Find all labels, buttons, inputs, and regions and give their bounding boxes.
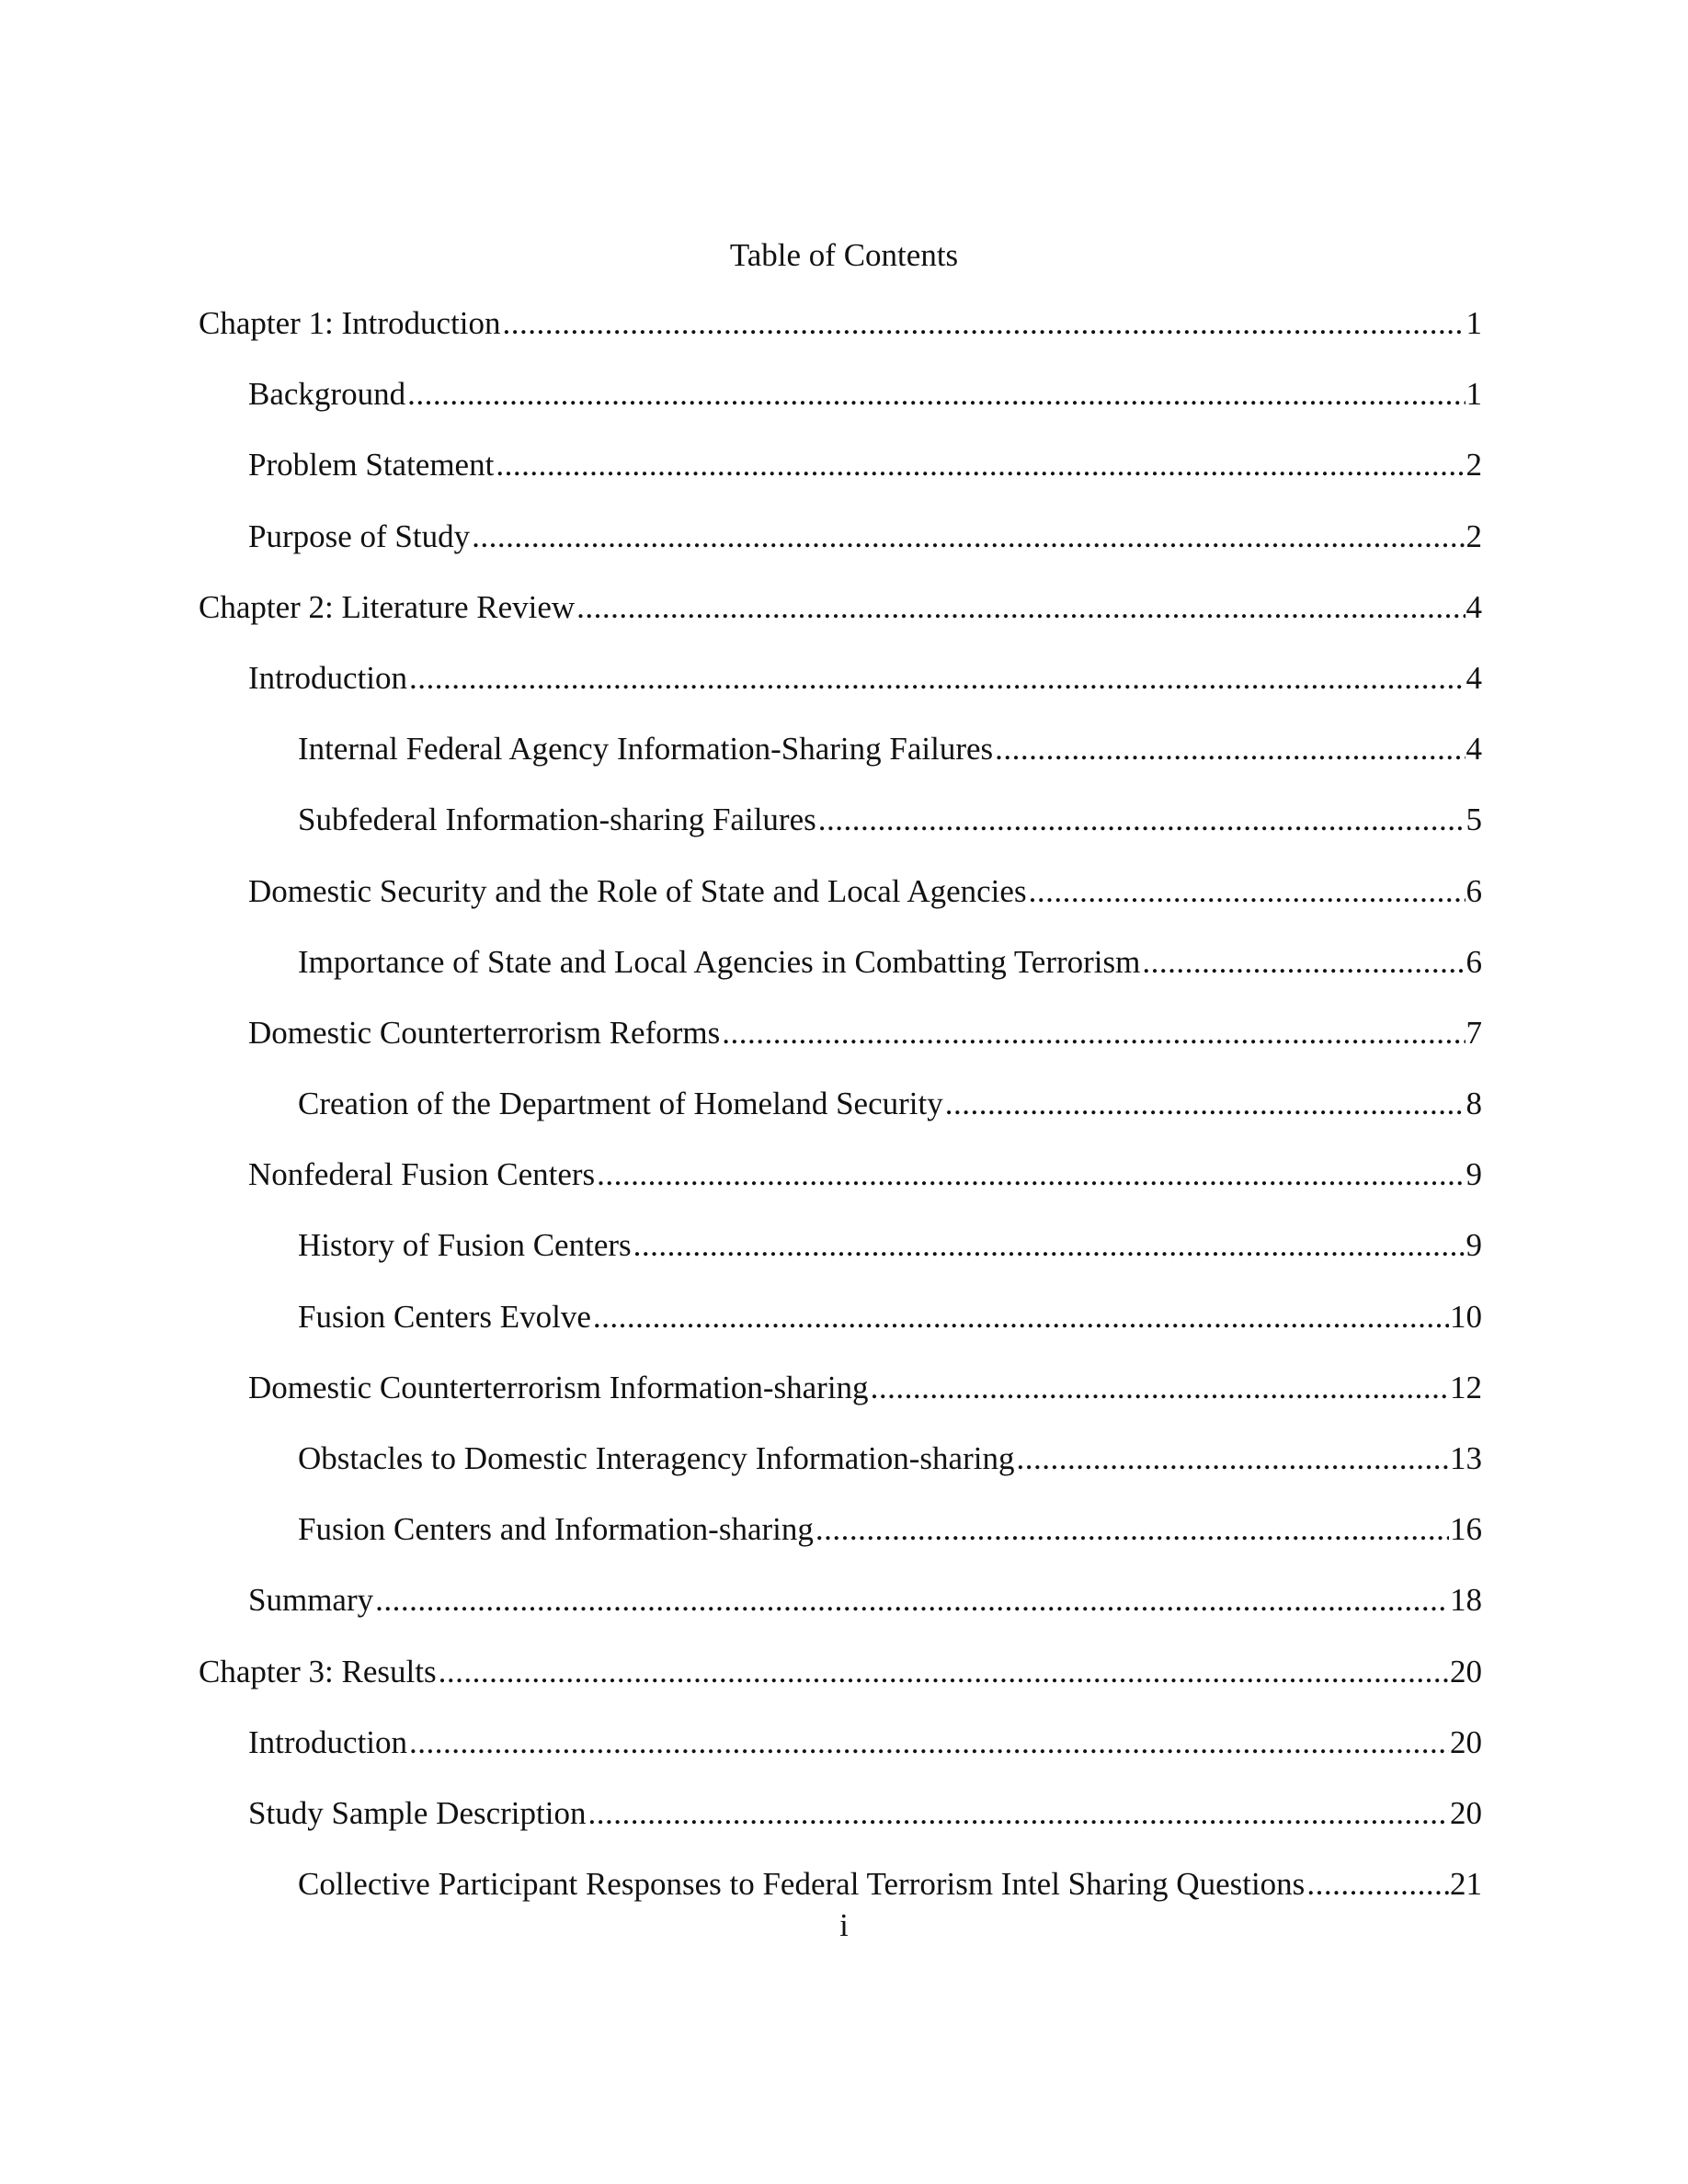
toc-entry[interactable]: [199, 939, 1482, 1010]
toc-entry-label: Nonfederal Fusion Centers: [248, 1156, 596, 1193]
toc-entry-page-number: 6: [1466, 872, 1482, 909]
toc-entry-label: Background: [248, 376, 406, 413]
toc-entry[interactable]: [199, 1365, 1482, 1436]
toc-entry-label: Internal Federal Agency Information-Sharing Failures: [298, 731, 994, 768]
toc-entry-page-number: 13: [1450, 1440, 1482, 1476]
toc-dot-leader: [409, 655, 1465, 701]
toc-entry-label: History of Fusion Centers: [298, 1227, 632, 1264]
toc-entry[interactable]: [199, 442, 1482, 513]
toc-entry[interactable]: [199, 1577, 1482, 1648]
toc-entry[interactable]: [199, 1010, 1482, 1081]
toc-dot-leader: [496, 442, 1465, 488]
toc-entry-label: Problem Statement: [248, 447, 495, 483]
toc-entry[interactable]: [199, 1294, 1482, 1365]
toc-entry[interactable]: [199, 1081, 1482, 1152]
toc-entry-page-number: 4: [1466, 659, 1482, 696]
toc-entry-label: Purpose of Study: [248, 518, 471, 554]
toc-entry-page-number: 1: [1466, 305, 1482, 341]
toc-entry-page-number: 6: [1466, 943, 1482, 980]
toc-entry[interactable]: [199, 1791, 1482, 1861]
toc-entry[interactable]: [199, 301, 1482, 371]
toc-dot-leader: [407, 371, 1465, 417]
toc-entry-label: Domestic Counterterrorism Reforms: [248, 1014, 721, 1051]
toc-dot-leader: [587, 1791, 1449, 1837]
toc-entry-page-number: 10: [1450, 1298, 1482, 1335]
toc-entry[interactable]: [199, 1720, 1482, 1791]
toc-entry-label: Introduction: [248, 659, 408, 696]
toc-dot-leader: [1306, 1861, 1449, 1907]
toc-entry-label: Subfederal Information-sharing Failures: [298, 802, 816, 838]
toc-dot-leader: [503, 301, 1466, 347]
toc-dot-leader: [995, 726, 1465, 772]
toc-dot-leader: [472, 514, 1465, 560]
toc-dot-leader: [945, 1081, 1466, 1127]
toc-entry-page-number: 7: [1466, 1014, 1482, 1051]
toc-entry-label: Summary: [248, 1582, 374, 1619]
toc-entry[interactable]: [199, 726, 1482, 797]
toc-entry-label: Introduction: [248, 1723, 408, 1760]
toc-entry[interactable]: [199, 1507, 1482, 1577]
toc-entry-page-number: 1: [1466, 376, 1482, 413]
toc-entry[interactable]: [199, 1649, 1482, 1720]
toc-dot-leader: [1016, 1436, 1449, 1482]
toc-entry-label: Fusion Centers Evolve: [298, 1298, 591, 1335]
toc-dot-leader: [871, 1365, 1449, 1411]
toc-entry[interactable]: [199, 1152, 1482, 1223]
toc-entry-page-number: 2: [1466, 518, 1482, 554]
toc-dot-leader: [818, 797, 1466, 843]
toc-entry[interactable]: [199, 797, 1482, 868]
toc-entry[interactable]: [199, 514, 1482, 585]
page-title: Table of Contents: [729, 237, 959, 273]
toc-entry-page-number: 20: [1450, 1723, 1482, 1760]
table-of-contents: [199, 301, 1482, 1932]
toc-entry-page-number: 4: [1466, 731, 1482, 768]
toc-dot-leader: [722, 1010, 1465, 1056]
toc-entry-page-number: 21: [1450, 1866, 1482, 1903]
toc-entry-label: Fusion Centers and Information-sharing: [298, 1511, 814, 1548]
toc-entry-label: Importance of State and Local Agencies in Combatting Terrorism: [298, 943, 1141, 980]
toc-entry[interactable]: [199, 585, 1482, 655]
toc-entry[interactable]: [199, 1223, 1482, 1293]
toc-entry-label: Collective Participant Responses to Federal Terrorism Intel Sharing Questions: [298, 1866, 1306, 1903]
toc-dot-leader: [1029, 869, 1466, 915]
toc-entry-page-number: 18: [1450, 1582, 1482, 1619]
toc-entry-page-number: 4: [1466, 588, 1482, 625]
toc-entry-label: Domestic Security and the Role of State and Local Agencies: [248, 872, 1027, 909]
toc-entry[interactable]: [199, 655, 1482, 726]
toc-entry[interactable]: [199, 1436, 1482, 1507]
toc-dot-leader: [439, 1649, 1449, 1695]
toc-dot-leader: [1142, 939, 1465, 985]
toc-entry-page-number: 9: [1466, 1227, 1482, 1264]
toc-entry-label: Chapter 3: Results: [199, 1653, 437, 1689]
toc-entry-page-number: 2: [1466, 447, 1482, 483]
toc-entry-page-number: 20: [1450, 1653, 1482, 1689]
toc-entry-page-number: 20: [1450, 1794, 1482, 1831]
toc-entry-label: Chapter 2: Literature Review: [199, 588, 576, 625]
toc-entry-page-number: 5: [1466, 802, 1482, 838]
toc-entry-label: Chapter 1: Introduction: [199, 305, 501, 341]
toc-dot-leader: [576, 585, 1465, 631]
toc-dot-leader: [409, 1720, 1449, 1766]
toc-entry-label: Obstacles to Domestic Interagency Information-sharing: [298, 1440, 1015, 1476]
toc-entry-page-number: 9: [1466, 1156, 1482, 1193]
toc-entry-page-number: 16: [1450, 1511, 1482, 1548]
toc-entry-label: Creation of the Department of Homeland Security: [298, 1086, 943, 1122]
toc-entry-page-number: 12: [1450, 1369, 1482, 1405]
toc-entry-page-number: 8: [1466, 1086, 1482, 1122]
toc-entry-label: Study Sample Description: [248, 1794, 587, 1831]
toc-entry-label: Domestic Counterterrorism Information-sharing: [248, 1369, 869, 1405]
toc-dot-leader: [597, 1152, 1465, 1198]
toc-entry[interactable]: [199, 371, 1482, 442]
toc-dot-leader: [593, 1294, 1449, 1340]
toc-dot-leader: [815, 1507, 1449, 1553]
toc-entry[interactable]: [199, 869, 1482, 939]
toc-dot-leader: [633, 1223, 1466, 1268]
page-number: i: [839, 1907, 849, 1943]
toc-dot-leader: [375, 1577, 1449, 1623]
